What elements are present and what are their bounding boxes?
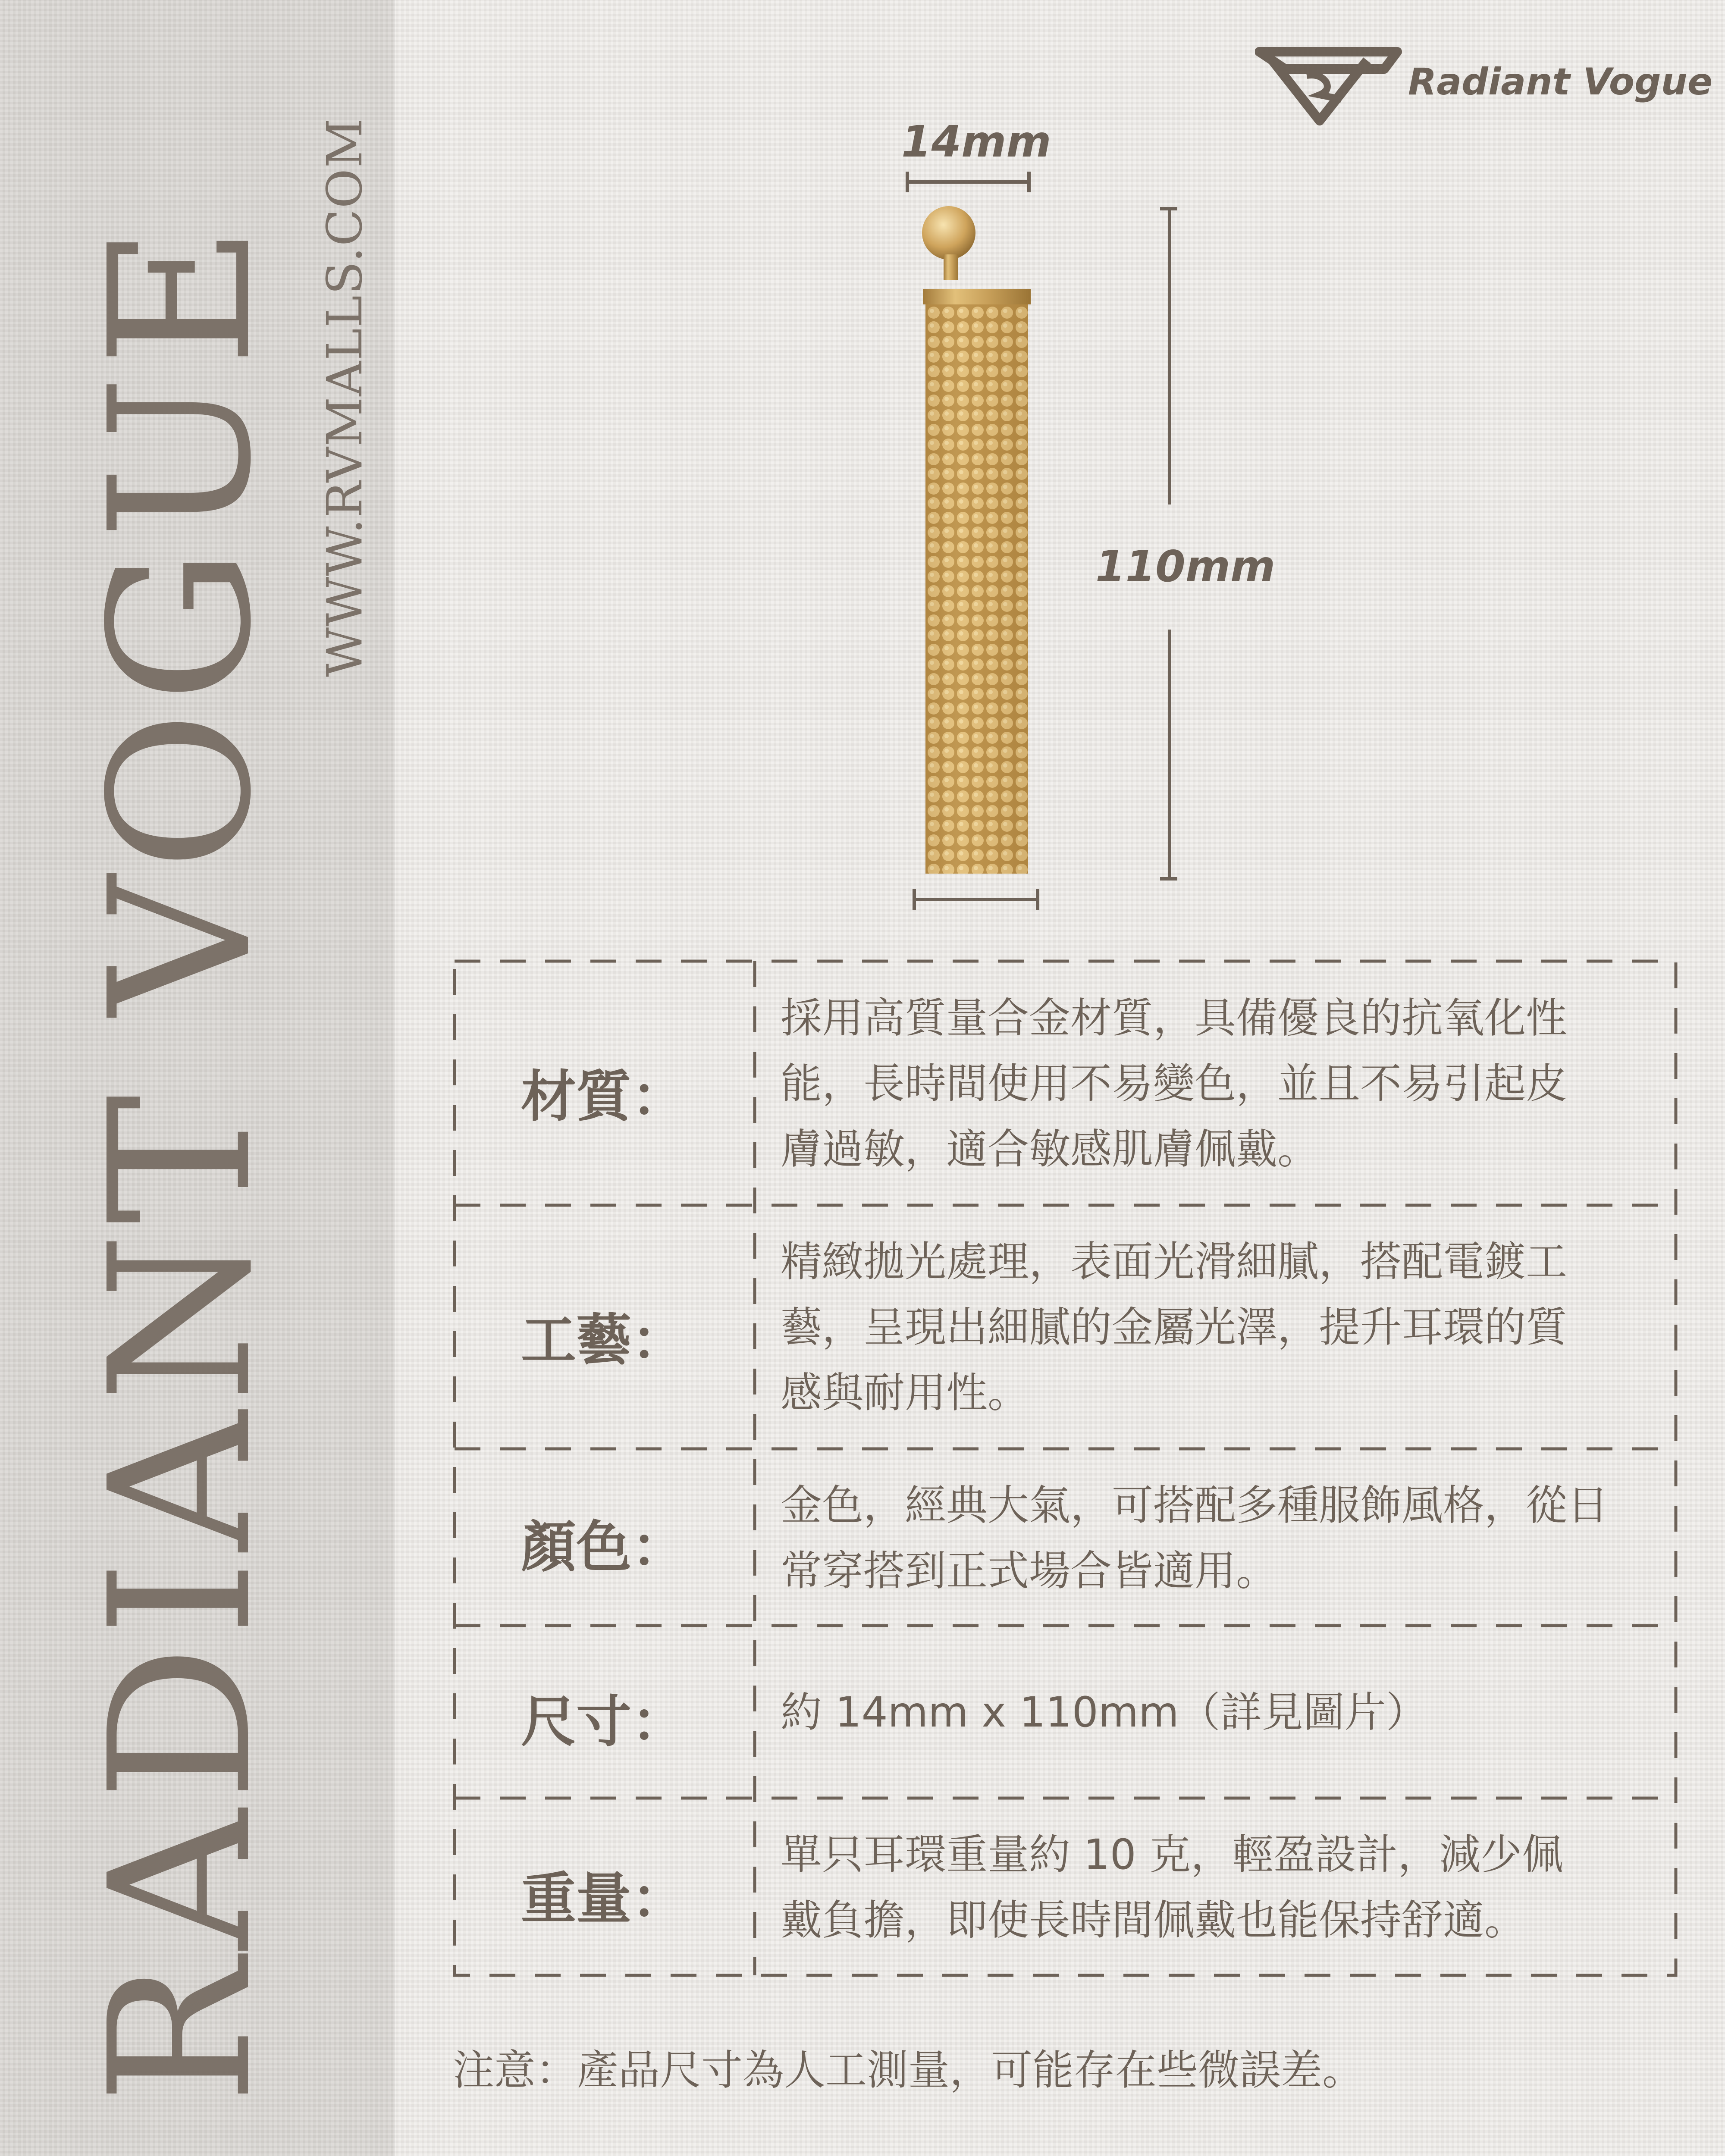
height-dimension-label: 110mm	[1095, 541, 1276, 592]
width-bottom-tick-left	[913, 889, 916, 910]
spec-label-color: 顏色：	[521, 1515, 687, 1579]
width-dimension-label: 14mm	[901, 116, 1051, 167]
spec-table	[453, 959, 1678, 1977]
side-brand-url: WWW.RVMALLS.COM	[317, 117, 373, 677]
width-top-tick-left	[906, 172, 909, 192]
spec-label-size: 尺寸：	[521, 1690, 687, 1754]
width-top-line	[906, 180, 1031, 184]
measurement-note: 注意：產品尺寸為人工測量，可能存在些微誤差。	[453, 2046, 1364, 2094]
width-bottom-tick-right	[1036, 889, 1039, 910]
height-line-lower	[1168, 630, 1171, 880]
spec-text-weight: 單只耳環重量約 10 克，輕盈設計，減少佩 戴負擔，即使長時間佩戴也能保持舒適。	[781, 1830, 1564, 1944]
logo-text: Radiant Vogue	[1408, 60, 1713, 103]
spec-text-material: 採用高質量合金材質，具備優良的抗氧化性 能，長時間使用不易變色，並且不易引起皮 膚過敏，適合敏感肌膚佩戴。	[781, 994, 1567, 1173]
height-bottom-tick	[1160, 877, 1177, 881]
brand-logo	[1255, 43, 1713, 129]
spec-text-craft: 精緻拋光處理，表面光滑細膩，搭配電鍍工 藝，呈現出細膩的金屬光澤，提升耳環的質 感與耐用性。	[781, 1238, 1567, 1417]
width-top-tick-right	[1027, 172, 1031, 192]
spec-label-craft: 工藝：	[521, 1308, 687, 1373]
spec-text-color: 金色，經典大氣，可搭配多種服飾風格，從日 常穿搭到正式場合皆適用。	[781, 1481, 1609, 1595]
width-bottom-line	[913, 898, 1039, 901]
logo-mark-icon	[1255, 43, 1406, 129]
height-line-upper	[1168, 207, 1171, 505]
spec-label-material: 材質：	[521, 1065, 687, 1129]
side-brand-title: RADIANT VOGUE	[68, 216, 294, 2104]
earring-image	[897, 203, 1044, 884]
spec-label-weight: 重量：	[521, 1867, 687, 1931]
spec-text-size: 約 14mm x 110mm（詳見圖片）	[781, 1688, 1427, 1736]
